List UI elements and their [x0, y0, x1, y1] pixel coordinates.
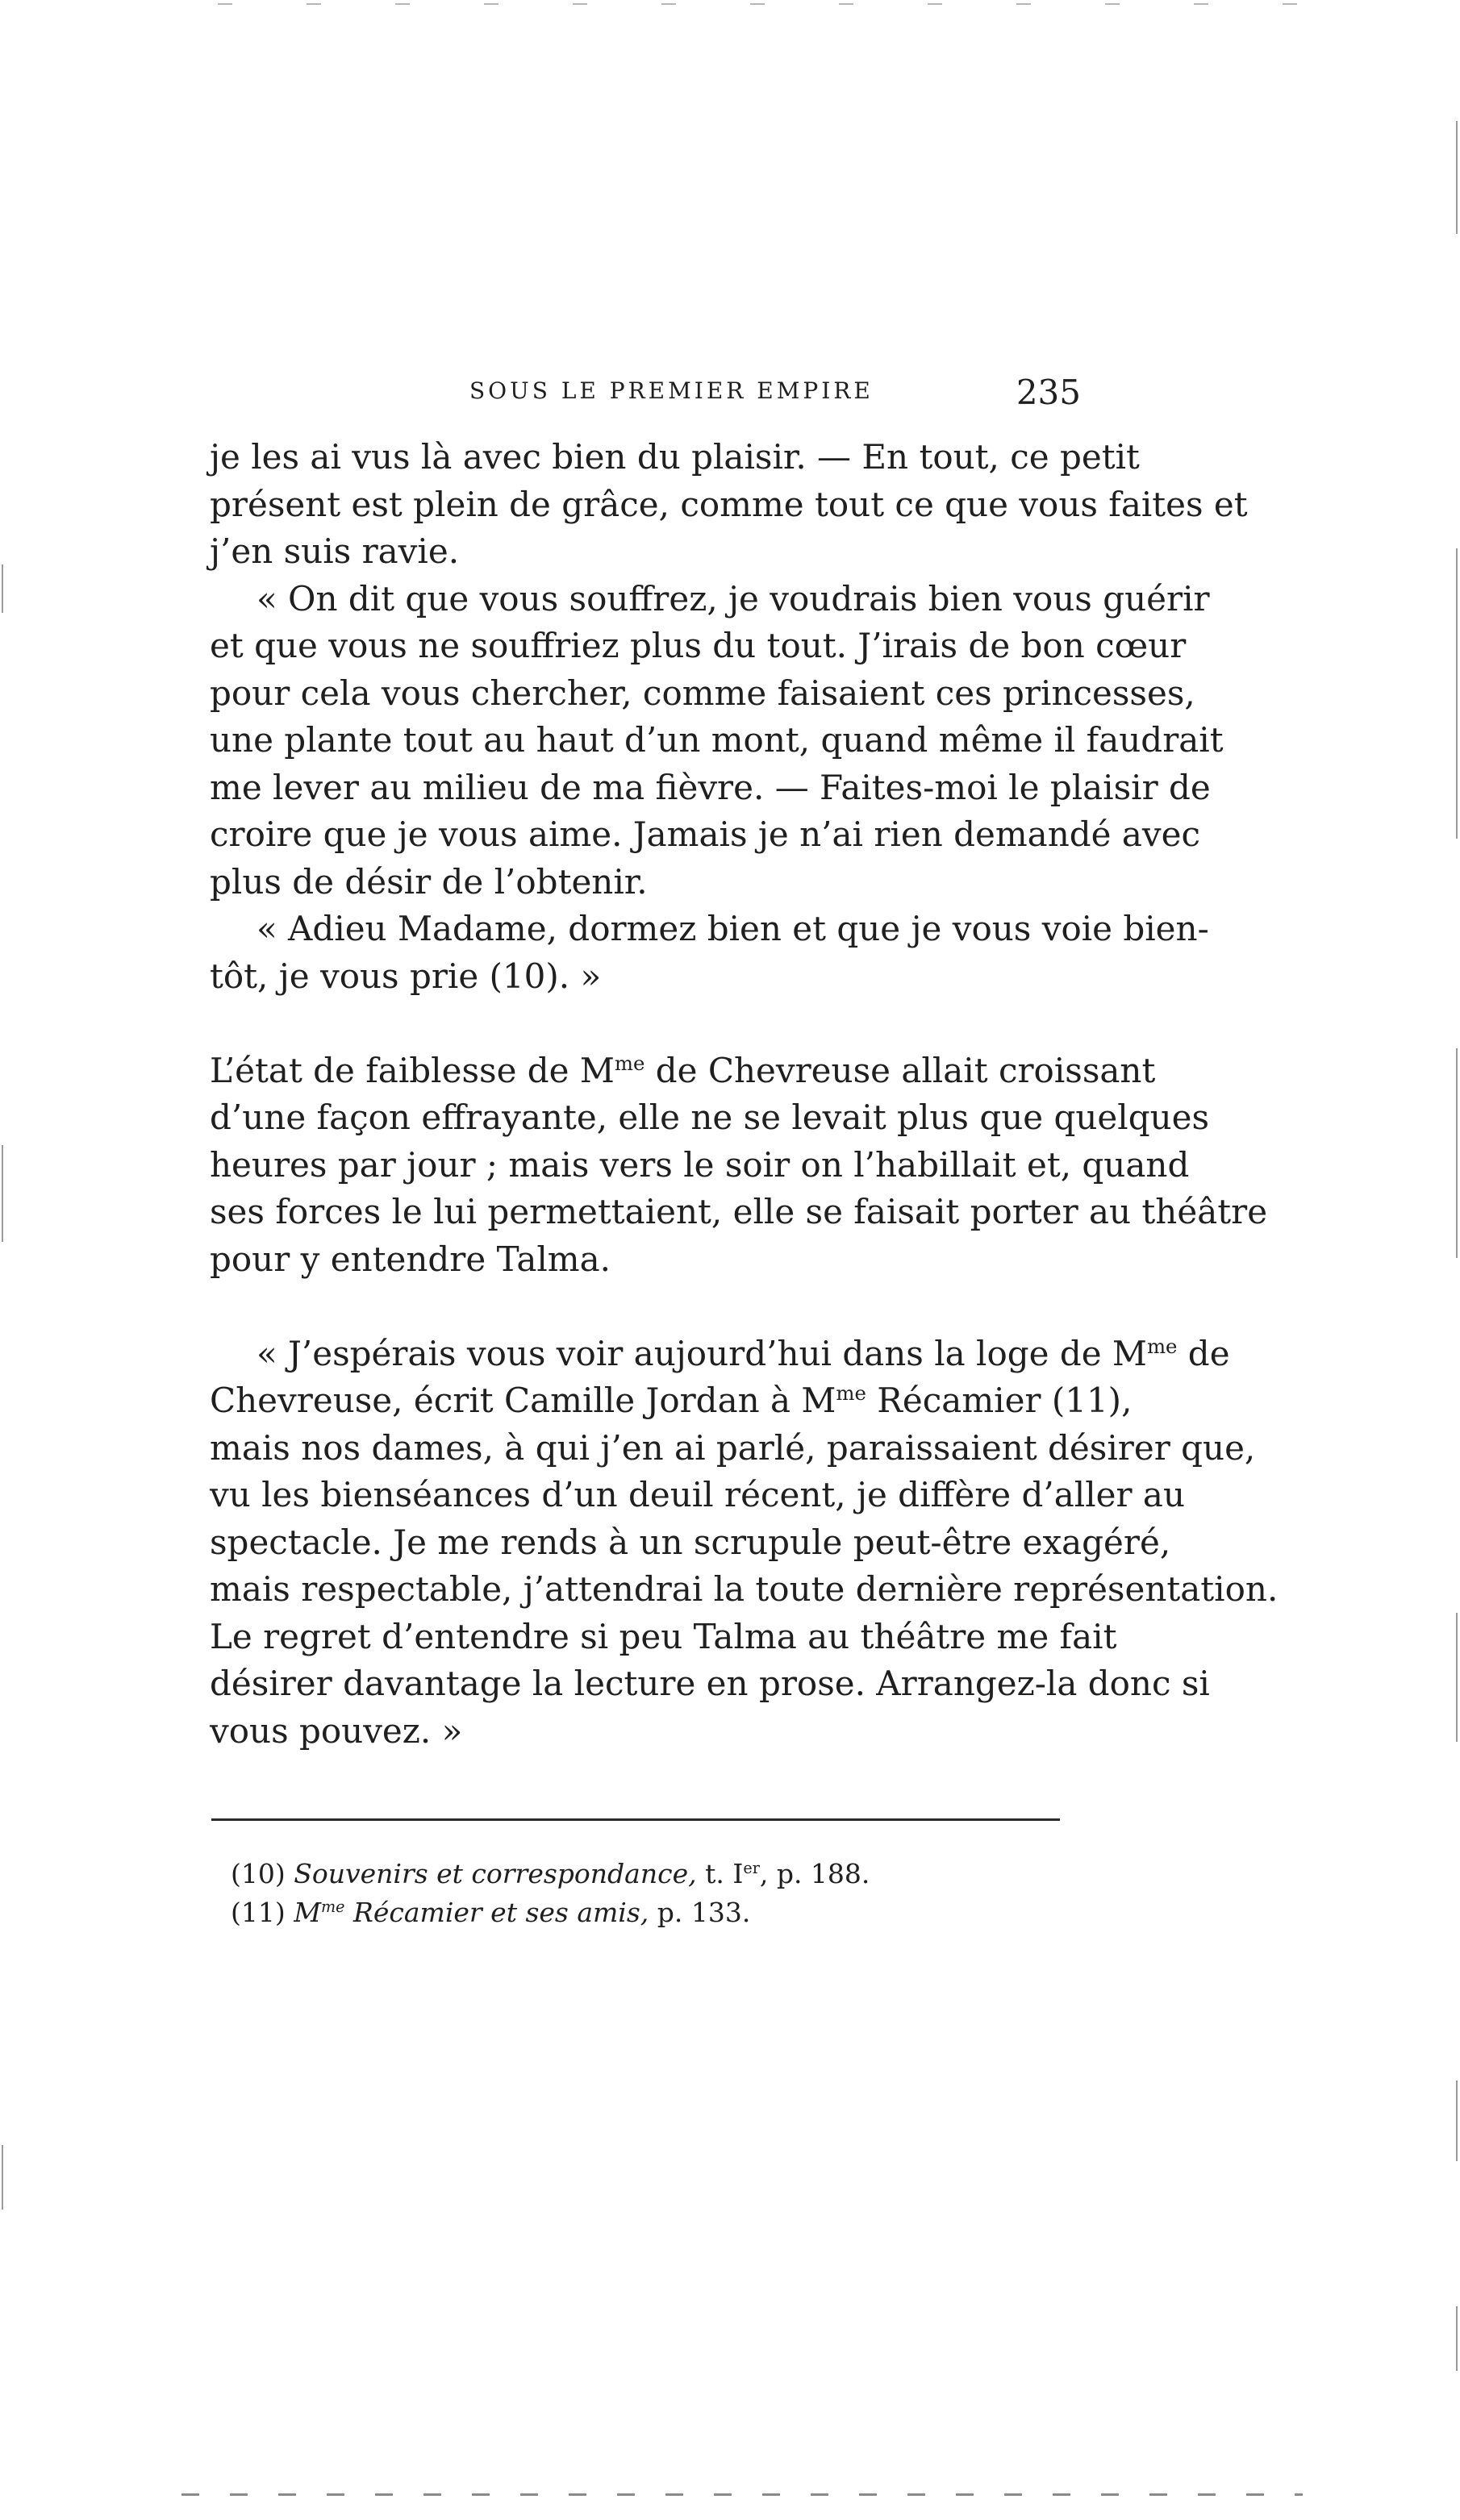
scan-right-edge-mark	[1456, 1048, 1458, 1258]
text-line: mais nos dames, à qui j’en ai parlé, paraissaient désirer que,	[210, 1427, 1256, 1468]
footnote-divider	[211, 1818, 1060, 1821]
text-line: vu les bienséances d’un deuil récent, je diffère d’aller au	[210, 1475, 1185, 1514]
text-fragment: L’état de faiblesse de M	[210, 1050, 615, 1090]
text-line: mais respectable, j’attendrai la toute dernière représentation.	[210, 1569, 1279, 1609]
superscript: me	[321, 1897, 345, 1916]
text-line: spectacle. Je me rends à un scrupule peut-être exagéré,	[210, 1522, 1171, 1562]
text-fragment: Chevreuse, écrit Camille Jordan à M	[210, 1381, 836, 1420]
footnote-number: (11)	[231, 1897, 294, 1928]
footnote-text: p. 133.	[649, 1897, 751, 1928]
scan-left-edge-mark	[2, 564, 3, 613]
running-title: SOUS LE PREMIER EMPIRE	[469, 377, 874, 404]
text-line: « On dit que vous souffrez, je voudrais bien vous guérir	[257, 578, 1210, 619]
footnote-number: (10)	[231, 1858, 294, 1889]
text-line: croire que je vous aime. Jamais je n’ai rien demandé avec	[210, 814, 1200, 854]
text-line: tôt, je vous prie (10). »	[210, 956, 602, 996]
footnote-title: Souvenirs et correspondance,	[294, 1858, 697, 1889]
text-line: désirer davantage la lecture en prose. Arrangez-la donc si	[210, 1664, 1210, 1703]
scan-left-edge-mark	[2, 2145, 3, 2210]
superscript: me	[1146, 1334, 1178, 1358]
text-fragment: de	[1177, 1333, 1230, 1373]
text-fragment: Récamier (11),	[866, 1381, 1133, 1420]
running-head	[211, 373, 1091, 421]
text-line: une plante tout au haut d’un mont, quand même il faudrait	[210, 720, 1224, 760]
paragraph-gap	[210, 1000, 1084, 1048]
scan-right-edge-mark	[1456, 121, 1458, 234]
footnote-11	[231, 1893, 1086, 1932]
text-line: j’en suis ravie.	[210, 531, 460, 571]
text-fragment: de Chevreuse allait croissant	[644, 1050, 1156, 1090]
footnote-text: , p. 188.	[759, 1858, 870, 1889]
text-line	[210, 1048, 1156, 1095]
scan-top-edge-marks	[218, 3, 1347, 5]
scan-right-edge-mark	[1456, 2306, 1458, 2371]
scan-bottom-edge-marks	[181, 2493, 1303, 2496]
text-line: et que vous ne souffriez plus du tout. J’irais de bon cœur	[210, 626, 1187, 665]
text-line	[210, 1377, 1133, 1425]
text-line: pour cela vous chercher, comme faisaient ces princesses,	[210, 673, 1195, 713]
text-line: Le regret d’entendre si peu Talma au théâtre me fait	[210, 1616, 1117, 1656]
text-line	[210, 1331, 1230, 1378]
footnote-title: Récamier et ses amis,	[344, 1897, 649, 1928]
footnote-text: t. I	[696, 1858, 744, 1889]
text-fragment: « J’espérais vous voir aujourd’hui dans la loge de M	[257, 1333, 1147, 1373]
footnote-text: M	[294, 1897, 322, 1928]
body-text	[210, 434, 1279, 1755]
text-line: présent est plein de grâce, comme tout ce que vous faites et	[210, 484, 1248, 524]
paragraph-gap	[210, 1283, 1084, 1331]
text-line: vous pouvez. »	[210, 1710, 463, 1751]
superscript: me	[614, 1051, 645, 1075]
scan-left-edge-mark	[2, 1145, 3, 1242]
text-line: heures par jour ; mais vers le soir on l’habillait et, quand	[210, 1144, 1190, 1185]
scan-right-edge-mark	[1456, 548, 1458, 839]
text-line: d’une façon effrayante, elle ne se levait plus que quelques	[210, 1098, 1210, 1137]
footnote-10	[231, 1855, 1086, 1893]
text-line: ses forces le lui permettaient, elle se faisait porter au théâtre	[210, 1192, 1268, 1231]
scan-right-edge-mark	[1456, 2081, 1458, 2161]
text-line: pour y entendre Talma.	[210, 1239, 611, 1279]
text-line: je les ai vus là avec bien du plaisir. — En tout, ce petit	[210, 437, 1140, 477]
page-number: 235	[1016, 373, 1081, 412]
text-line: « Adieu Madame, dormez bien et que je vous voie bien-	[257, 909, 1209, 948]
text-line: plus de désir de l’obtenir.	[210, 861, 648, 902]
superscript: er	[743, 1859, 760, 1877]
scan-right-edge-mark	[1456, 1613, 1458, 1742]
footnotes	[231, 1855, 1086, 1932]
superscript: me	[836, 1381, 866, 1405]
text-line: me lever au milieu de ma fièvre. — Faites-moi le plaisir de	[210, 767, 1211, 807]
